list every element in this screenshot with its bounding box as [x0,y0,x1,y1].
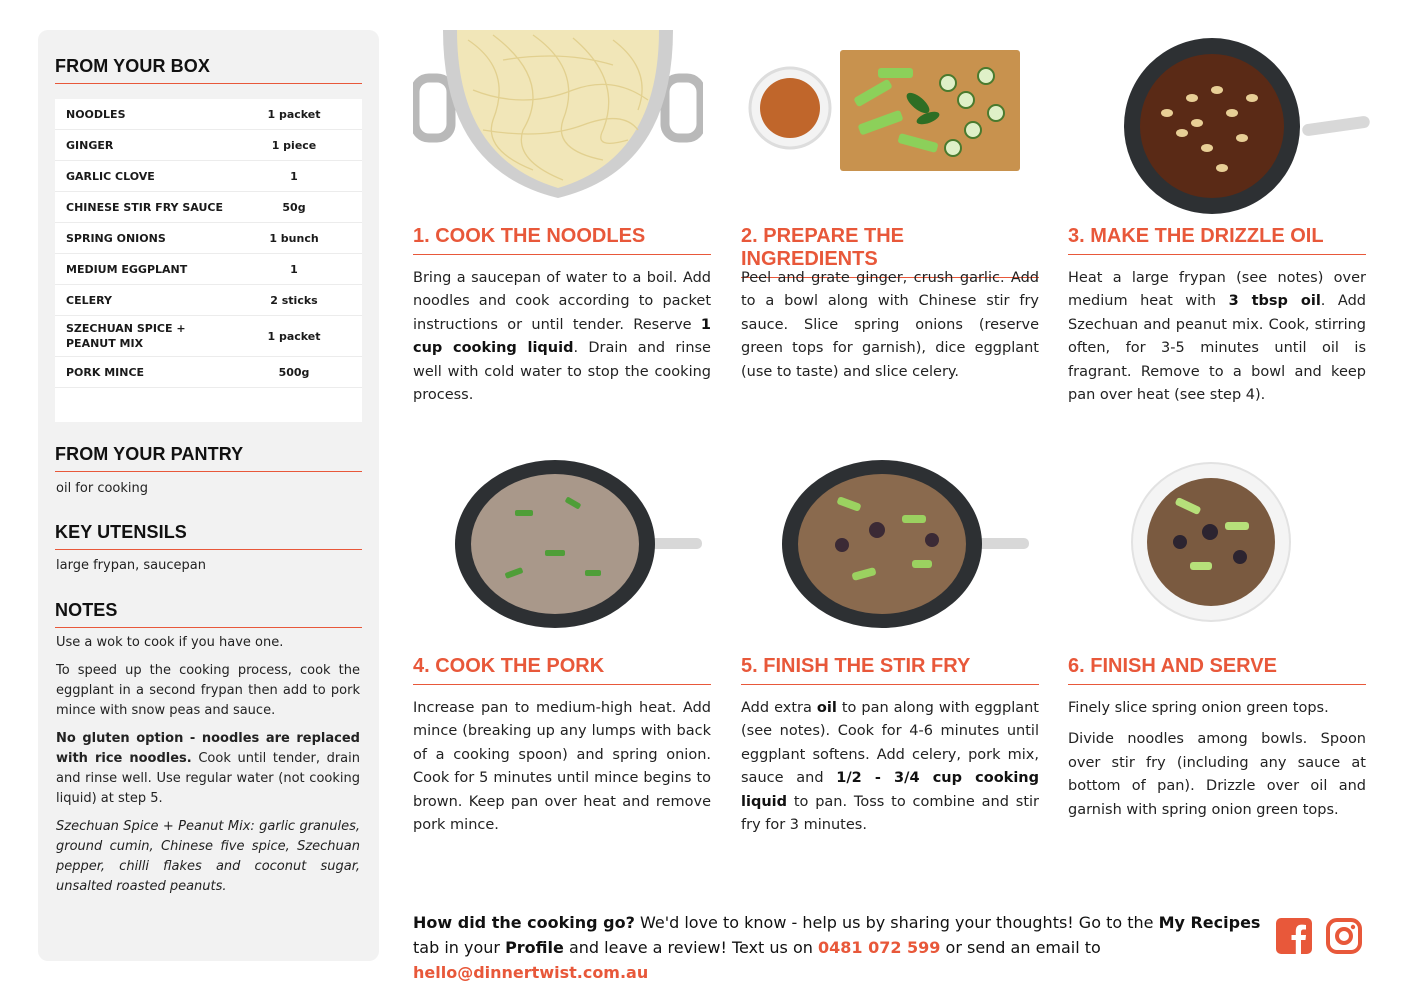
drizzle-oil-pan-image [1122,38,1372,214]
ingredient-row: CHINESE STIR FRY SAUCE 50g [55,192,362,223]
prepared-ingredients-image [748,48,1023,173]
feedback-footer: How did the cooking go? We'd love to know - help us by sharing your thoughts! Go to the My Recipes tab in your Profile and leave a review! Text us on 0481 072 599 or send an email to hello@dinnertwist.com.au [413,913,1261,982]
ingredient-row: MEDIUM EGGPLANT 1 [55,254,362,285]
note-1: Use a wok to cook if you have one. [56,635,284,650]
ingredient-row: PORK MINCE 500g [55,357,362,388]
step-2-title: 2. PREPARE THE INGREDIENTS [741,225,1039,278]
step-3-body: Heat a large frypan (see notes) over medium heat with 3 tbsp oil. Add Szechuan and peanut mix. Cook, stirring often, for 3-5 minutes until oil is fragrant. Remove to a bowl and keep pan over heat (see step 4). [1068,270,1366,404]
note-3: No gluten option - noodles are replaced with rice noodles. Cook until tender, drain and rinse well. Use regular water (not cooking liquid) at step 5. [56,731,360,806]
ingredient-row: SZECHUAN SPICE + PEANUT MIX 1 packet [55,316,362,357]
utensils-heading: KEY UTENSILS [55,522,362,550]
noodles-colander-image [413,30,703,198]
notes-heading: NOTES [55,600,362,628]
sidebar [38,30,379,961]
step-6-title: 6. FINISH AND SERVE [1068,655,1366,685]
step-1-title: 1. COOK THE NOODLES [413,225,711,255]
ingredient-row: NOODLES 1 packet [55,99,362,130]
notes-body [56,633,360,905]
email-link[interactable]: hello@dinnertwist.com.au [413,963,649,982]
note-4: Szechuan Spice + Peanut Mix: garlic granules, ground cumin, Chinese five spice, Szechuan pepper, chilli flakes and coconut sugar, unsalted roasted peanuts. [56,819,360,894]
ingredient-row: GARLIC CLOVE 1 [55,161,362,192]
pantry-heading: FROM YOUR PANTRY [55,444,362,472]
phone-link[interactable]: 0481 072 599 [817,938,941,957]
served-bowl-image [1130,462,1292,622]
step-4-title: 4. COOK THE PORK [413,655,711,685]
step-5-body: Add extra oil to pan along with eggplant (see notes). Cook for 4-6 minutes until eggplant softens. Add celery, pork mix, sauce and 1/2 - 3/4 cup cooking liquid to pan. Toss to combine and stir fry for 3 minutes. [741,700,1039,834]
step-1-body: Bring a saucepan of water to a boil. Add noodles and cook according to packet instructions or until tender. Reserve 1 cup cooking liquid. Drain and rinse well with cold water to stop the cooking process. [413,270,711,404]
ingredients-table [55,99,362,422]
step-2-body: Peel and grate ginger, crush garlic. Add to a bowl along with Chinese stir fry sauce. Slice spring onions (reserve green tops for garnish), dice eggplant (use to taste) and slice celery. [741,270,1039,380]
pantry-text: oil for cooking [56,481,149,496]
utensils-text: large frypan, saucepan [56,558,206,573]
ingredient-row: SPRING ONIONS 1 bunch [55,223,362,254]
step-3-title: 3. MAKE THE DRIZZLE OIL [1068,225,1366,255]
step-4-body: Increase pan to medium-high heat. Add mince (breaking up any lumps with back of a cooking spoon) and spring onion. Cook for 5 minutes until mince begins to brown. Keep pan over heat and remove pork mince. [413,700,711,834]
pork-pan-image [455,460,703,628]
stir-fry-pan-image [782,460,1030,628]
instagram-icon[interactable] [1326,918,1362,954]
note-2: To speed up the cooking process, cook the eggplant in a second frypan then add to pork mince with snow peas and sauce. [56,663,360,718]
facebook-icon[interactable] [1276,918,1312,954]
step-6-body: Finely slice spring onion green tops. Divide noodles among bowls. Spoon over stir fry (including any sauce at bottom of pan). Drizzle over oil and garnish with spring onion green tops. [1068,700,1366,818]
ingredient-row: GINGER 1 piece [55,130,362,161]
step-5-title: 5. FINISH THE STIR FRY [741,655,1039,685]
ingredient-row: CELERY 2 sticks [55,285,362,316]
from-box-heading: FROM YOUR BOX [55,56,362,84]
